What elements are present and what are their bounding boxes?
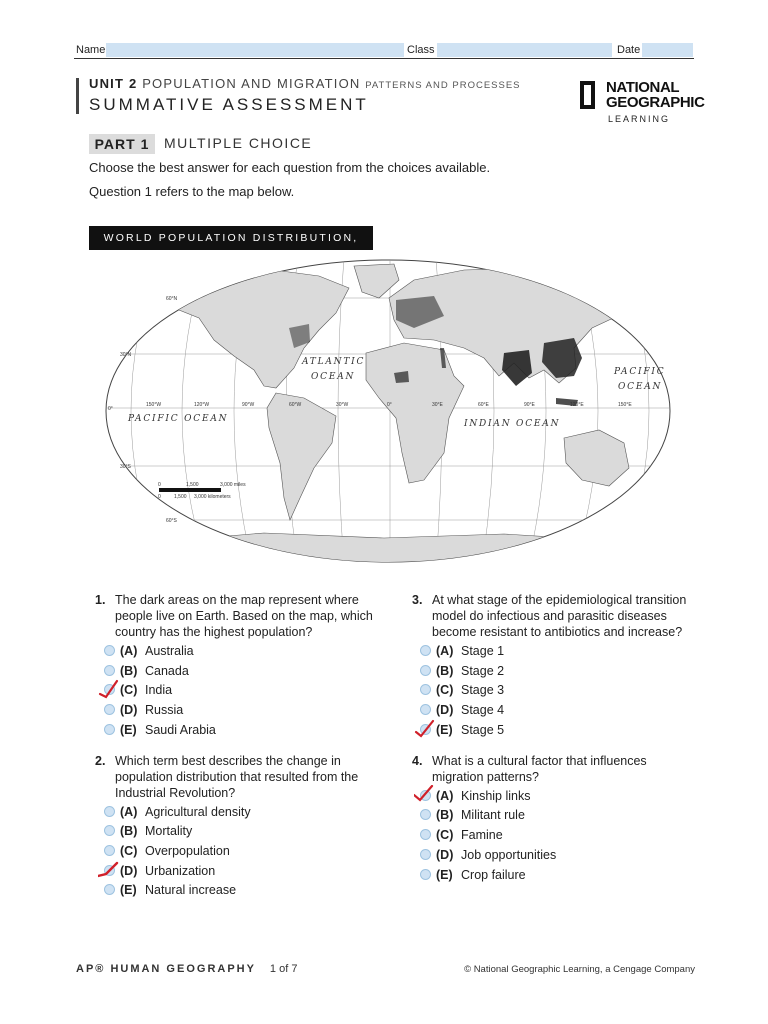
logo-line2: GEOGRAPHIC [606, 94, 705, 111]
unit-subtopic: PATTERNS AND PROCESSES [365, 80, 521, 91]
option-text: Mortality [145, 824, 193, 838]
question-text: The dark areas on the map represent where people live on Earth. Based on the map, which country has the highest population? [115, 593, 373, 639]
unit-label: UNIT 2 [89, 76, 138, 91]
scale-mi-1: 1,500 [186, 482, 199, 488]
scale-km-0: 0 [158, 494, 161, 500]
footer-copyright: © National Geographic Learning, a Cengage Company [464, 964, 695, 975]
question-text: Which term best describes the change in population distribution that resulted from the Industrial Revolution? [115, 754, 359, 800]
footer-course [76, 963, 297, 975]
nigeria-cluster [394, 371, 409, 383]
option-letter: (E) [120, 723, 137, 737]
radio-icon[interactable] [104, 645, 115, 656]
question-number: 4. [412, 754, 423, 768]
unit-topic: POPULATION AND MIGRATION [142, 76, 361, 91]
question-2 [95, 753, 385, 803]
option-letter: (D) [436, 848, 454, 862]
lat-label: 60°S [166, 518, 177, 524]
option-letter: (B) [120, 664, 138, 678]
scale-mi-2: 3,000 miles [220, 482, 246, 488]
option-letter: (B) [436, 808, 454, 822]
option-text: Crop failure [461, 868, 526, 882]
option-letter: (E) [120, 883, 137, 897]
option-letter: (C) [120, 844, 138, 858]
option-letter: (E) [436, 868, 453, 882]
check-mark-icon [98, 679, 120, 699]
check-mark-icon [414, 785, 436, 805]
question-3 [412, 592, 702, 642]
radio-icon[interactable] [420, 849, 431, 860]
lon-label: 60°E [478, 402, 489, 408]
option-text: Natural increase [145, 883, 237, 897]
option-letter: (B) [120, 824, 138, 838]
radio-icon[interactable] [104, 724, 115, 735]
option-letter: (C) [436, 683, 454, 697]
option-letter: (C) [120, 683, 138, 697]
option-text: Stage 2 [461, 664, 505, 678]
option-letter: (A) [436, 644, 454, 658]
option-letter: (A) [436, 789, 454, 803]
ocean-pacific-west: PACIFIC OCEAN [128, 414, 229, 424]
lon-label: 60°W [289, 402, 302, 408]
scale-mi-0: 0 [158, 482, 161, 488]
lon-label: 0° [387, 402, 392, 408]
radio-icon[interactable] [104, 825, 115, 836]
radio-icon[interactable] [420, 809, 431, 820]
option-text: Stage 4 [461, 703, 505, 717]
check-mark-icon [98, 860, 120, 880]
ocean-atlantic-2: OCEAN [311, 372, 356, 382]
option-text: Agricultural density [145, 805, 251, 819]
option-text: Stage 3 [461, 683, 505, 697]
lon-label: 90°E [524, 402, 535, 408]
option-letter: (D) [120, 703, 138, 717]
scale-km-1: 1,500 [174, 494, 187, 500]
page-number: 1 of 7 [269, 963, 298, 975]
page-title: SUMMATIVE ASSESSMENT [89, 95, 369, 114]
radio-icon[interactable] [104, 704, 115, 715]
class-label: Class [407, 44, 435, 56]
option-letter: (C) [436, 828, 454, 842]
radio-icon[interactable] [420, 665, 431, 676]
option-text: India [145, 683, 173, 697]
option-letter: (D) [436, 703, 454, 717]
logo-text [606, 80, 705, 110]
option-text: Urbanization [145, 864, 216, 878]
option-text: Australia [145, 644, 194, 658]
lat-label: 30°S [120, 464, 131, 470]
course-name: AP® HUMAN GEOGRAPHY [76, 963, 256, 975]
option-text: Militant rule [461, 808, 525, 822]
question-number: 2. [95, 754, 106, 768]
question-1 [95, 592, 385, 642]
header-rule [74, 58, 694, 59]
option-letter: (A) [120, 644, 138, 658]
radio-icon[interactable] [104, 845, 115, 856]
radio-icon[interactable] [420, 829, 431, 840]
world-population-map [104, 258, 672, 564]
radio-icon[interactable] [104, 884, 115, 895]
option-letter: (D) [120, 864, 138, 878]
option-text: Famine [461, 828, 503, 842]
radio-icon[interactable] [104, 806, 115, 817]
ocean-pacific-east-1: PACIFIC [614, 367, 666, 377]
question-4 [412, 753, 702, 787]
question-number: 3. [412, 593, 423, 607]
class-field[interactable] [437, 43, 612, 57]
unit-heading [89, 76, 521, 91]
option-text: Canada [145, 664, 189, 678]
lon-label: 90°W [242, 402, 255, 408]
lon-label: 120°E [570, 402, 584, 408]
lon-label: 150°E [618, 402, 632, 408]
antarctica [104, 533, 672, 564]
option-text: Russia [145, 703, 184, 717]
name-label: Name [76, 44, 106, 56]
lat-label: 30°N [120, 352, 132, 358]
option-letter: (E) [436, 723, 453, 737]
natgeo-logo-icon [580, 81, 595, 109]
option-text: Overpopulation [145, 844, 230, 858]
question-text: At what stage of the epidemiological transition model do infectious and parasitic diseases become resistant to antibiotics and increase? [432, 593, 687, 639]
date-field[interactable] [642, 43, 693, 57]
lon-label: 30°W [336, 402, 349, 408]
instruction-2: Question 1 refers to the map below. [89, 184, 295, 199]
radio-icon[interactable] [420, 869, 431, 880]
ocean-indian: INDIAN OCEAN [464, 419, 561, 429]
option-text: Job opportunities [461, 848, 557, 862]
ocean-pacific-east-2: OCEAN [618, 382, 663, 392]
check-mark-icon [414, 719, 436, 739]
radio-icon[interactable] [420, 645, 431, 656]
question-number: 1. [95, 593, 106, 607]
option-letter: (B) [436, 664, 454, 678]
lat-label: 0° [108, 406, 113, 412]
question-text: What is a cultural factor that influences migration patterns? [432, 754, 647, 784]
radio-icon[interactable] [420, 704, 431, 715]
option-text: Stage 5 [461, 723, 505, 737]
option-text: Kinship links [461, 789, 531, 803]
lon-label: 150°W [146, 402, 162, 408]
radio-icon[interactable] [104, 665, 115, 676]
lat-label: 60°N [166, 296, 178, 302]
radio-icon[interactable] [420, 684, 431, 695]
lon-label: 120°W [194, 402, 210, 408]
part-label: PART 1 [89, 134, 155, 154]
part-title: MULTIPLE CHOICE [164, 135, 313, 151]
logo-line3: LEARNING [608, 114, 671, 124]
scale-km-2: 3,000 kilometers [194, 494, 231, 500]
title-bar [76, 78, 79, 114]
instruction-1: Choose the best answer for each question from the choices available. [89, 160, 491, 175]
logo-line1: NATIONAL [606, 79, 680, 96]
name-field[interactable] [106, 43, 404, 57]
option-letter: (A) [120, 805, 138, 819]
lon-label: 30°E [432, 402, 443, 408]
option-text: Stage 1 [461, 644, 505, 658]
option-text: Saudi Arabia [145, 723, 216, 737]
ocean-atlantic-1: ATLANTIC [302, 357, 366, 367]
date-label: Date [617, 44, 641, 56]
map-caption: WORLD POPULATION DISTRIBUTION, 2016 [89, 226, 373, 250]
